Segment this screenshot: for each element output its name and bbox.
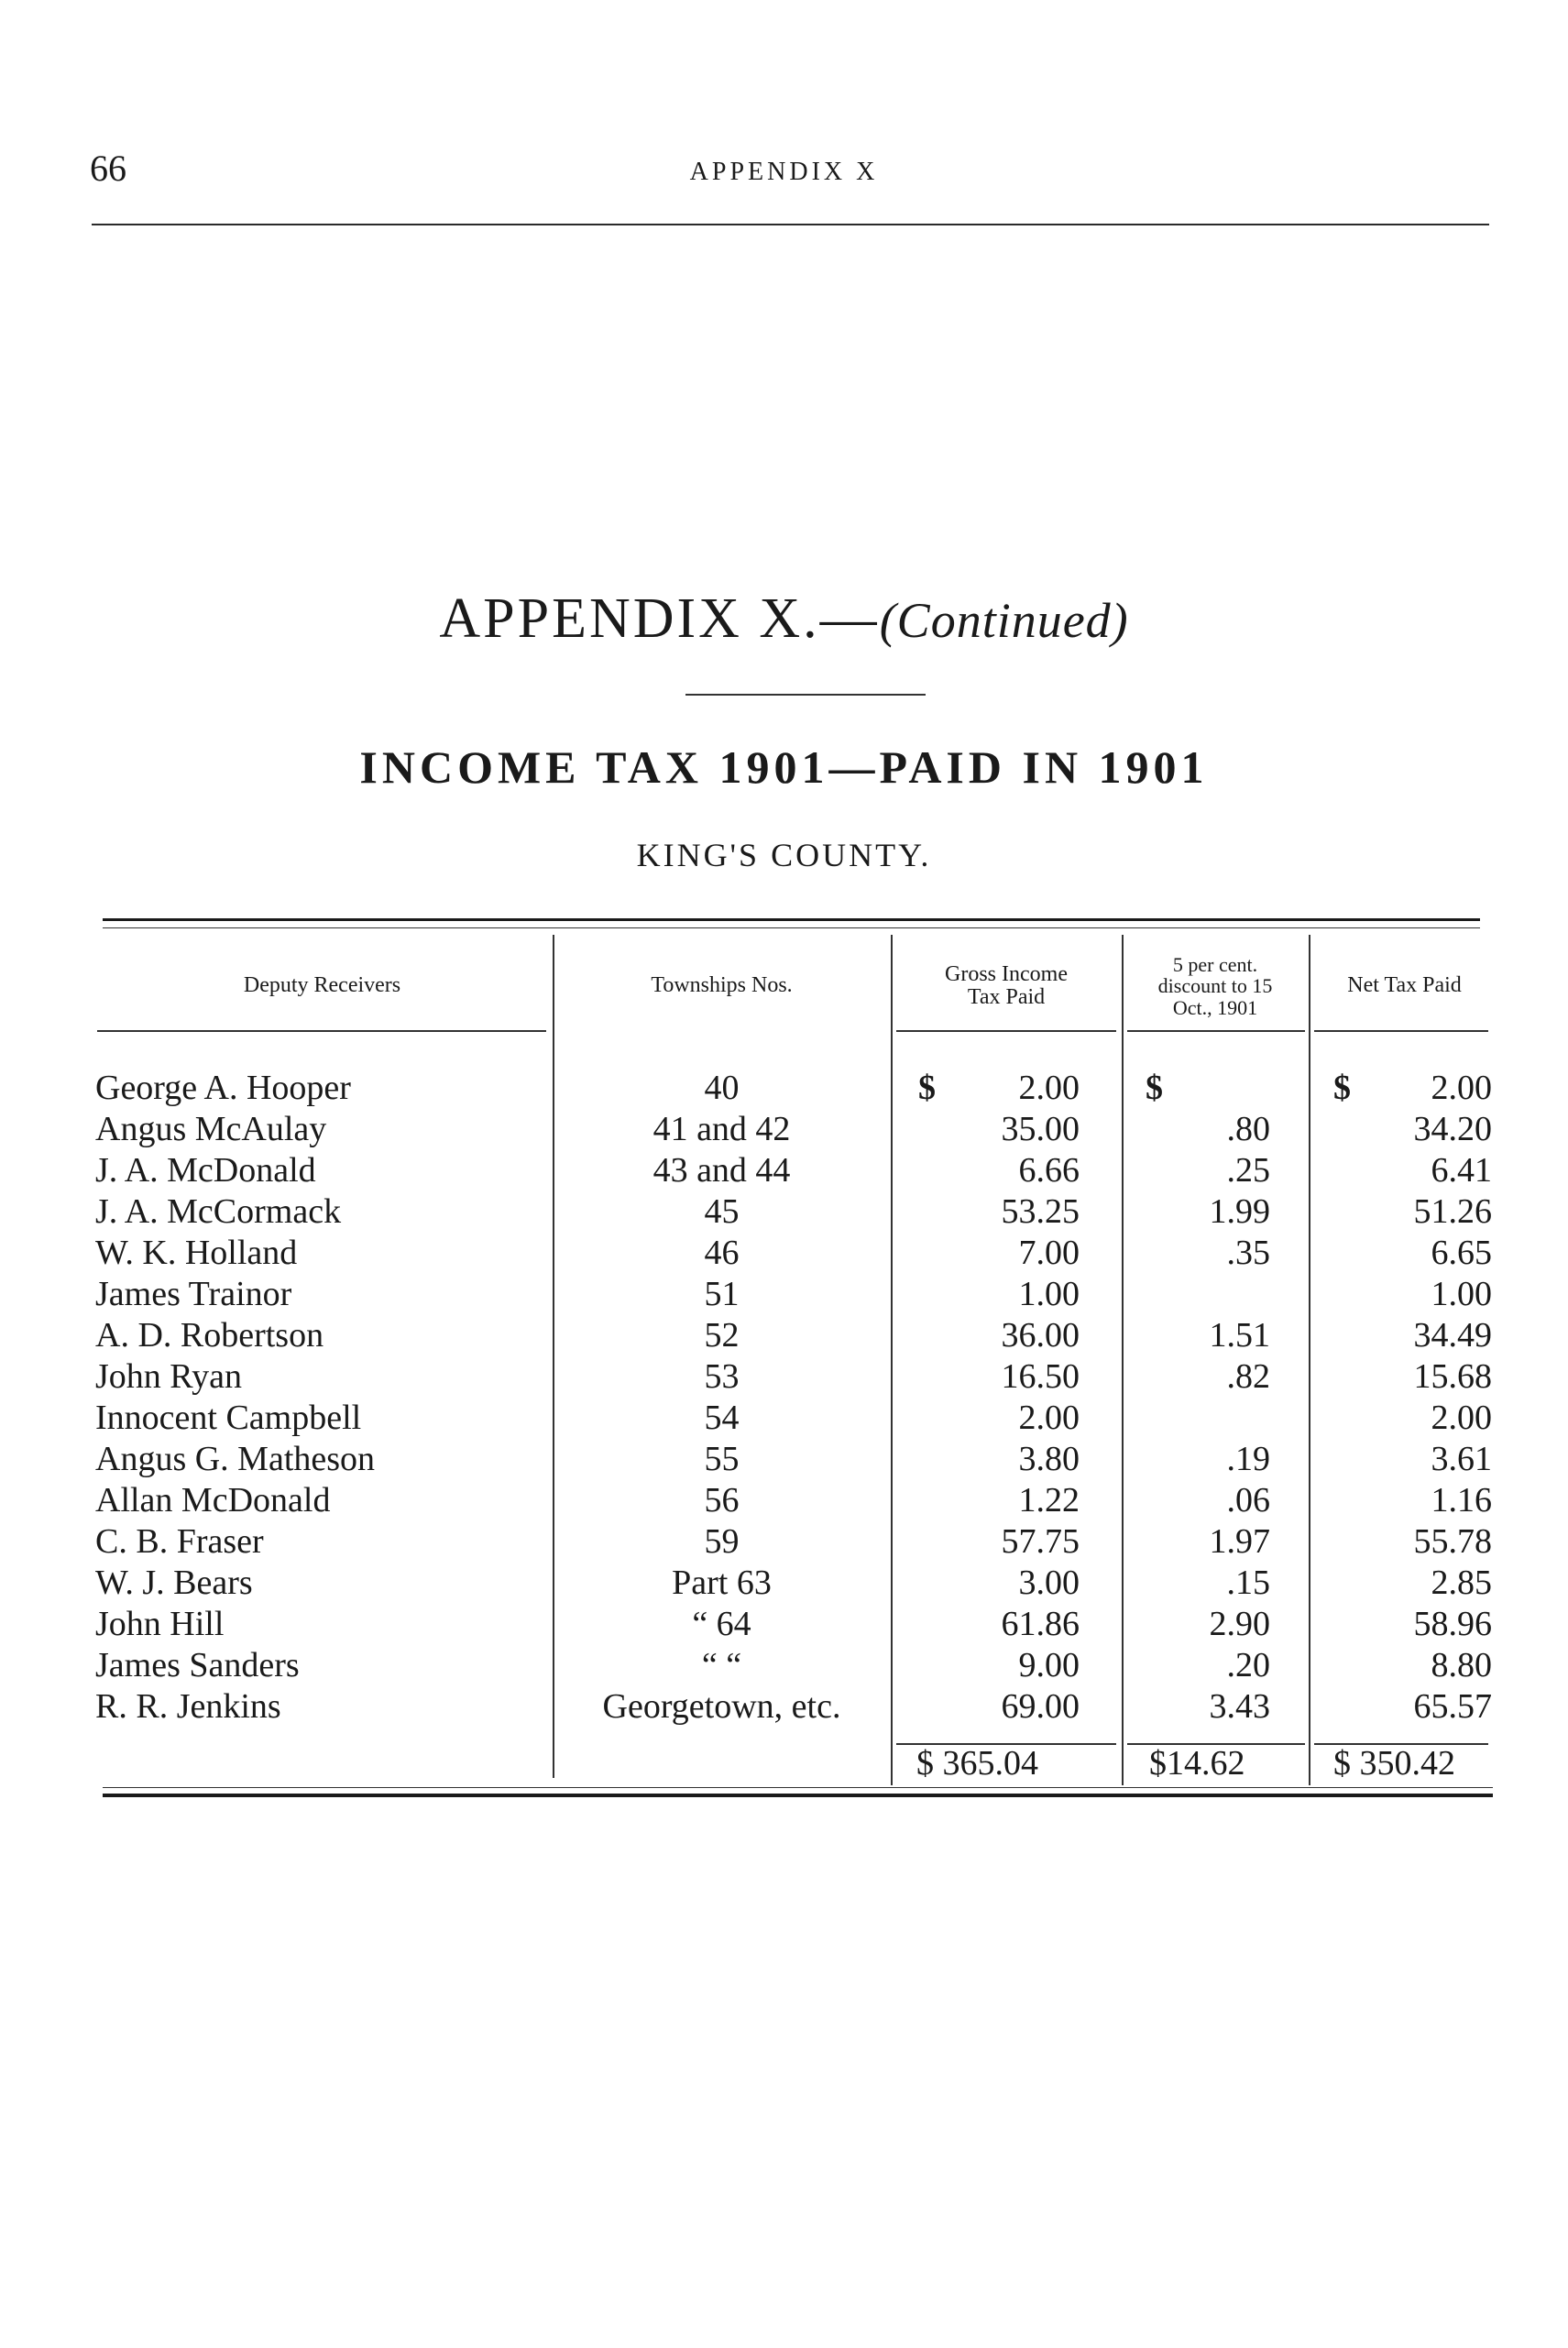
receiver-name: John Hill xyxy=(95,1605,225,1643)
column-header-net: Net Tax Paid xyxy=(1347,973,1462,998)
page-number: 66 xyxy=(90,148,126,189)
net-tax: 65.57 xyxy=(1413,1687,1492,1726)
running-head: APPENDIX X xyxy=(689,158,879,186)
receiver-name: John Ryan xyxy=(95,1357,242,1396)
gross-tax: 3.80 xyxy=(1018,1440,1080,1478)
net-tax: 2.85 xyxy=(1431,1564,1492,1602)
net-tax: 15.68 xyxy=(1413,1357,1492,1396)
gross-dollar-sign: $ xyxy=(918,1069,936,1107)
gross-tax: 3.00 xyxy=(1018,1564,1080,1602)
township-number: 56 xyxy=(704,1481,740,1520)
county-heading: KING'S COUNTY. xyxy=(636,837,932,873)
gross-tax: 2.00 xyxy=(1018,1399,1080,1437)
net-tax: 2.00 xyxy=(1431,1399,1492,1437)
receiver-name: J. A. McCormack xyxy=(95,1192,342,1231)
discount-amount: .19 xyxy=(1226,1440,1270,1478)
net-tax: 1.00 xyxy=(1431,1275,1492,1313)
township-number: 54 xyxy=(704,1399,740,1437)
discount-amount: .15 xyxy=(1226,1564,1270,1602)
receiver-name: A. D. Robertson xyxy=(95,1316,324,1355)
column-header-discount: 5 per cent. discount to 15 Oct., 1901 xyxy=(1157,953,1273,1019)
discount-amount: .35 xyxy=(1226,1234,1270,1272)
gross-tax: 2.00 xyxy=(1018,1069,1080,1107)
discount-amount: 3.43 xyxy=(1209,1687,1270,1726)
gross-tax: 9.00 xyxy=(1018,1646,1080,1684)
net-dollar-sign: $ xyxy=(1333,1069,1351,1107)
township-number: “ 64 xyxy=(692,1605,751,1643)
table-row xyxy=(0,1233,1568,1274)
table-row xyxy=(0,1645,1568,1686)
net-tax: 34.20 xyxy=(1413,1110,1492,1148)
township-number: “ “ xyxy=(701,1646,742,1684)
title-main: APPENDIX X.— xyxy=(439,587,880,650)
table-top-rule xyxy=(103,918,1480,921)
table-row xyxy=(0,1274,1568,1315)
receiver-name: Angus G. Matheson xyxy=(95,1440,376,1478)
receiver-name: W. J. Bears xyxy=(95,1564,253,1602)
township-number: 41 and 42 xyxy=(652,1110,791,1148)
gross-tax: 61.86 xyxy=(1001,1605,1080,1643)
gross-tax: 53.25 xyxy=(1001,1192,1080,1231)
table-bottom-rule xyxy=(103,1787,1493,1788)
township-number: 53 xyxy=(704,1357,740,1396)
receiver-name: Allan McDonald xyxy=(95,1481,331,1520)
discount-amount: .25 xyxy=(1226,1151,1270,1190)
net-tax: 51.26 xyxy=(1413,1192,1492,1231)
gross-tax: 7.00 xyxy=(1018,1234,1080,1272)
header-underline xyxy=(1314,1030,1488,1032)
township-number: 40 xyxy=(704,1069,740,1107)
table-row xyxy=(0,1068,1568,1109)
table-row xyxy=(0,1356,1568,1398)
discount-amount: 2.90 xyxy=(1209,1605,1270,1643)
column-header-receivers: Deputy Receivers xyxy=(243,973,401,998)
township-number: 46 xyxy=(704,1234,740,1272)
table-row xyxy=(0,1604,1568,1645)
discount-amount: 1.97 xyxy=(1209,1522,1270,1561)
title-continued: (Continued) xyxy=(879,593,1129,648)
receiver-name: C. B. Fraser xyxy=(95,1522,264,1561)
total-gross: $ 365.04 xyxy=(916,1744,1038,1783)
net-tax: 58.96 xyxy=(1413,1605,1492,1643)
total-net: $ 350.42 xyxy=(1333,1744,1455,1783)
receiver-name: James Sanders xyxy=(95,1646,300,1684)
discount-amount: .82 xyxy=(1226,1357,1270,1396)
net-tax: 6.41 xyxy=(1431,1151,1492,1190)
township-number: 51 xyxy=(704,1275,740,1313)
receiver-name: J. A. McDonald xyxy=(95,1151,316,1190)
gross-tax: 57.75 xyxy=(1001,1522,1080,1561)
receiver-name: George A. Hooper xyxy=(95,1069,351,1107)
net-tax: 34.49 xyxy=(1413,1316,1492,1355)
total-discount: $14.62 xyxy=(1149,1744,1245,1783)
header-underline xyxy=(1127,1030,1305,1032)
receiver-name: R. R. Jenkins xyxy=(95,1687,281,1726)
gross-tax: 1.22 xyxy=(1018,1481,1080,1520)
net-tax: 1.16 xyxy=(1431,1481,1492,1520)
receiver-name: James Trainor xyxy=(95,1275,292,1313)
gross-tax: 35.00 xyxy=(1001,1110,1080,1148)
gross-tax: 16.50 xyxy=(1001,1357,1080,1396)
table-top-rule-thin xyxy=(103,927,1480,928)
township-number: 52 xyxy=(704,1316,740,1355)
township-number: Georgetown, etc. xyxy=(602,1687,841,1726)
township-number: Part 63 xyxy=(672,1564,772,1602)
township-number: 59 xyxy=(704,1522,740,1561)
discount-amount: 1.51 xyxy=(1209,1316,1270,1355)
gross-tax: 1.00 xyxy=(1018,1275,1080,1313)
header-underline xyxy=(896,1030,1116,1032)
discount-amount: .06 xyxy=(1226,1481,1270,1520)
receiver-name: Innocent Campbell xyxy=(95,1399,362,1437)
net-tax: 2.00 xyxy=(1431,1069,1492,1107)
receiver-name: W. K. Holland xyxy=(95,1234,298,1272)
table-row xyxy=(0,1150,1568,1191)
page-title xyxy=(0,587,1568,652)
table-row xyxy=(0,1109,1568,1150)
table-row xyxy=(0,1521,1568,1563)
township-number: 45 xyxy=(704,1192,740,1231)
township-number: 55 xyxy=(704,1440,740,1478)
table-row xyxy=(0,1439,1568,1480)
totals-row xyxy=(0,1743,1568,1784)
title-rule xyxy=(685,694,926,696)
gross-tax: 69.00 xyxy=(1001,1687,1080,1726)
gross-tax: 36.00 xyxy=(1001,1316,1080,1355)
subtitle: INCOME TAX 1901—PAID IN 1901 xyxy=(359,741,1209,793)
table-row xyxy=(0,1686,1568,1728)
table-row xyxy=(0,1398,1568,1439)
header-rule xyxy=(92,224,1489,225)
table-row xyxy=(0,1315,1568,1356)
column-header-townships: Townships Nos. xyxy=(651,973,793,998)
header-underline xyxy=(97,1030,546,1032)
receiver-name: Angus McAulay xyxy=(95,1110,327,1148)
discount-dollar-sign: $ xyxy=(1146,1069,1163,1107)
table-row xyxy=(0,1480,1568,1521)
table-row xyxy=(0,1191,1568,1233)
discount-amount: 1.99 xyxy=(1209,1192,1270,1231)
discount-amount: .20 xyxy=(1226,1646,1270,1684)
column-header-gross: Gross Income Tax Paid xyxy=(945,961,1068,1009)
net-tax: 8.80 xyxy=(1431,1646,1492,1684)
net-tax: 6.65 xyxy=(1431,1234,1492,1272)
discount-amount: .80 xyxy=(1226,1110,1270,1148)
net-tax: 55.78 xyxy=(1413,1522,1492,1561)
net-tax: 3.61 xyxy=(1431,1440,1492,1478)
gross-tax: 6.66 xyxy=(1018,1151,1080,1190)
township-number: 43 and 44 xyxy=(652,1151,791,1190)
table-bottom-rule-thick xyxy=(103,1794,1493,1797)
table-row xyxy=(0,1563,1568,1604)
